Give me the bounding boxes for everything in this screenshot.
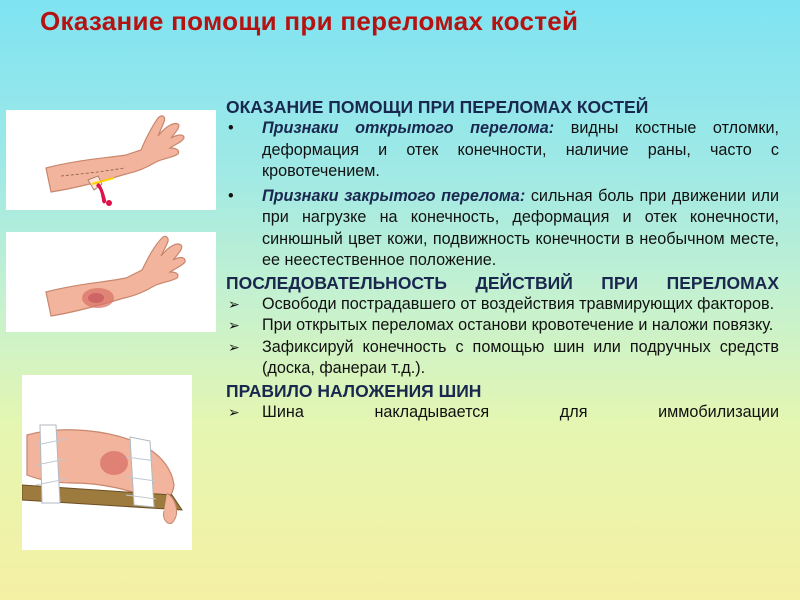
- bullet-icon: •: [228, 119, 234, 137]
- action-1-text: Освободи пострадавшего от воздействия травмирующих факторов.: [262, 294, 775, 313]
- splint-1-text: Шина накладывается для иммобилизации: [262, 402, 779, 421]
- list-item-splint-1: [226, 402, 779, 424]
- open-fracture-illustration: [6, 110, 216, 210]
- section-heading-splint-rule: ПРАВИЛО НАЛОЖЕНИЯ ШИН: [226, 380, 482, 401]
- action-3-text: Зафиксируй конечность с помощью шин или подручных средств (доска, фанераи т.д.).: [262, 337, 779, 377]
- arrow-bullet-icon: ➢: [228, 295, 240, 312]
- list-item-open-fracture: [226, 118, 779, 183]
- list-item-closed-fracture: [226, 186, 779, 272]
- section-heading-sequence: ПОСЛЕДОВАТЕЛЬНОСТЬ ДЕЙСТВИЙ ПРИ ПЕРЕЛОМАХ: [226, 272, 779, 293]
- arrow-bullet-icon: ➢: [228, 403, 240, 420]
- slide-title: Оказание помощи при переломах костей: [40, 6, 579, 36]
- bullet-icon: •: [228, 186, 234, 205]
- closed-fracture-lead: Признаки закрытого перелома:: [262, 186, 526, 205]
- splinted-arm-image: [22, 375, 192, 550]
- list-item-action-2: [226, 315, 779, 337]
- open-fracture-arm-image: [6, 110, 216, 210]
- action-2-text: При открытых переломах останови кровотечение и наложи повязку.: [262, 316, 774, 334]
- splint-illustration: [22, 375, 192, 550]
- open-fracture-text: видны костные отломки, деформация и отек конечности, наличие раны, часто с кровотечением.: [262, 119, 780, 180]
- closed-fracture-illustration: [6, 232, 216, 332]
- open-fracture-lead: Признаки открытого перелома:: [262, 119, 555, 137]
- closed-fracture-text: сильная боль при движении или при нагрузке на конечность, деформация и отек конечности, синюшный цвет кожи, подвижность конечности в необычном месте, ее неестественное положение.: [262, 186, 779, 269]
- list-item-action-1: [226, 294, 779, 316]
- section-heading-first-aid: ОКАЗАНИЕ ПОМОЩИ ПРИ ПЕРЕЛОМАХ КОСТЕЙ: [226, 97, 649, 117]
- main-content: [226, 96, 779, 423]
- arrow-bullet-icon: ➢: [228, 338, 240, 355]
- list-item-action-3: [226, 337, 779, 380]
- arrow-bullet-icon: ➢: [228, 317, 240, 333]
- closed-fracture-arm-image: [6, 232, 216, 332]
